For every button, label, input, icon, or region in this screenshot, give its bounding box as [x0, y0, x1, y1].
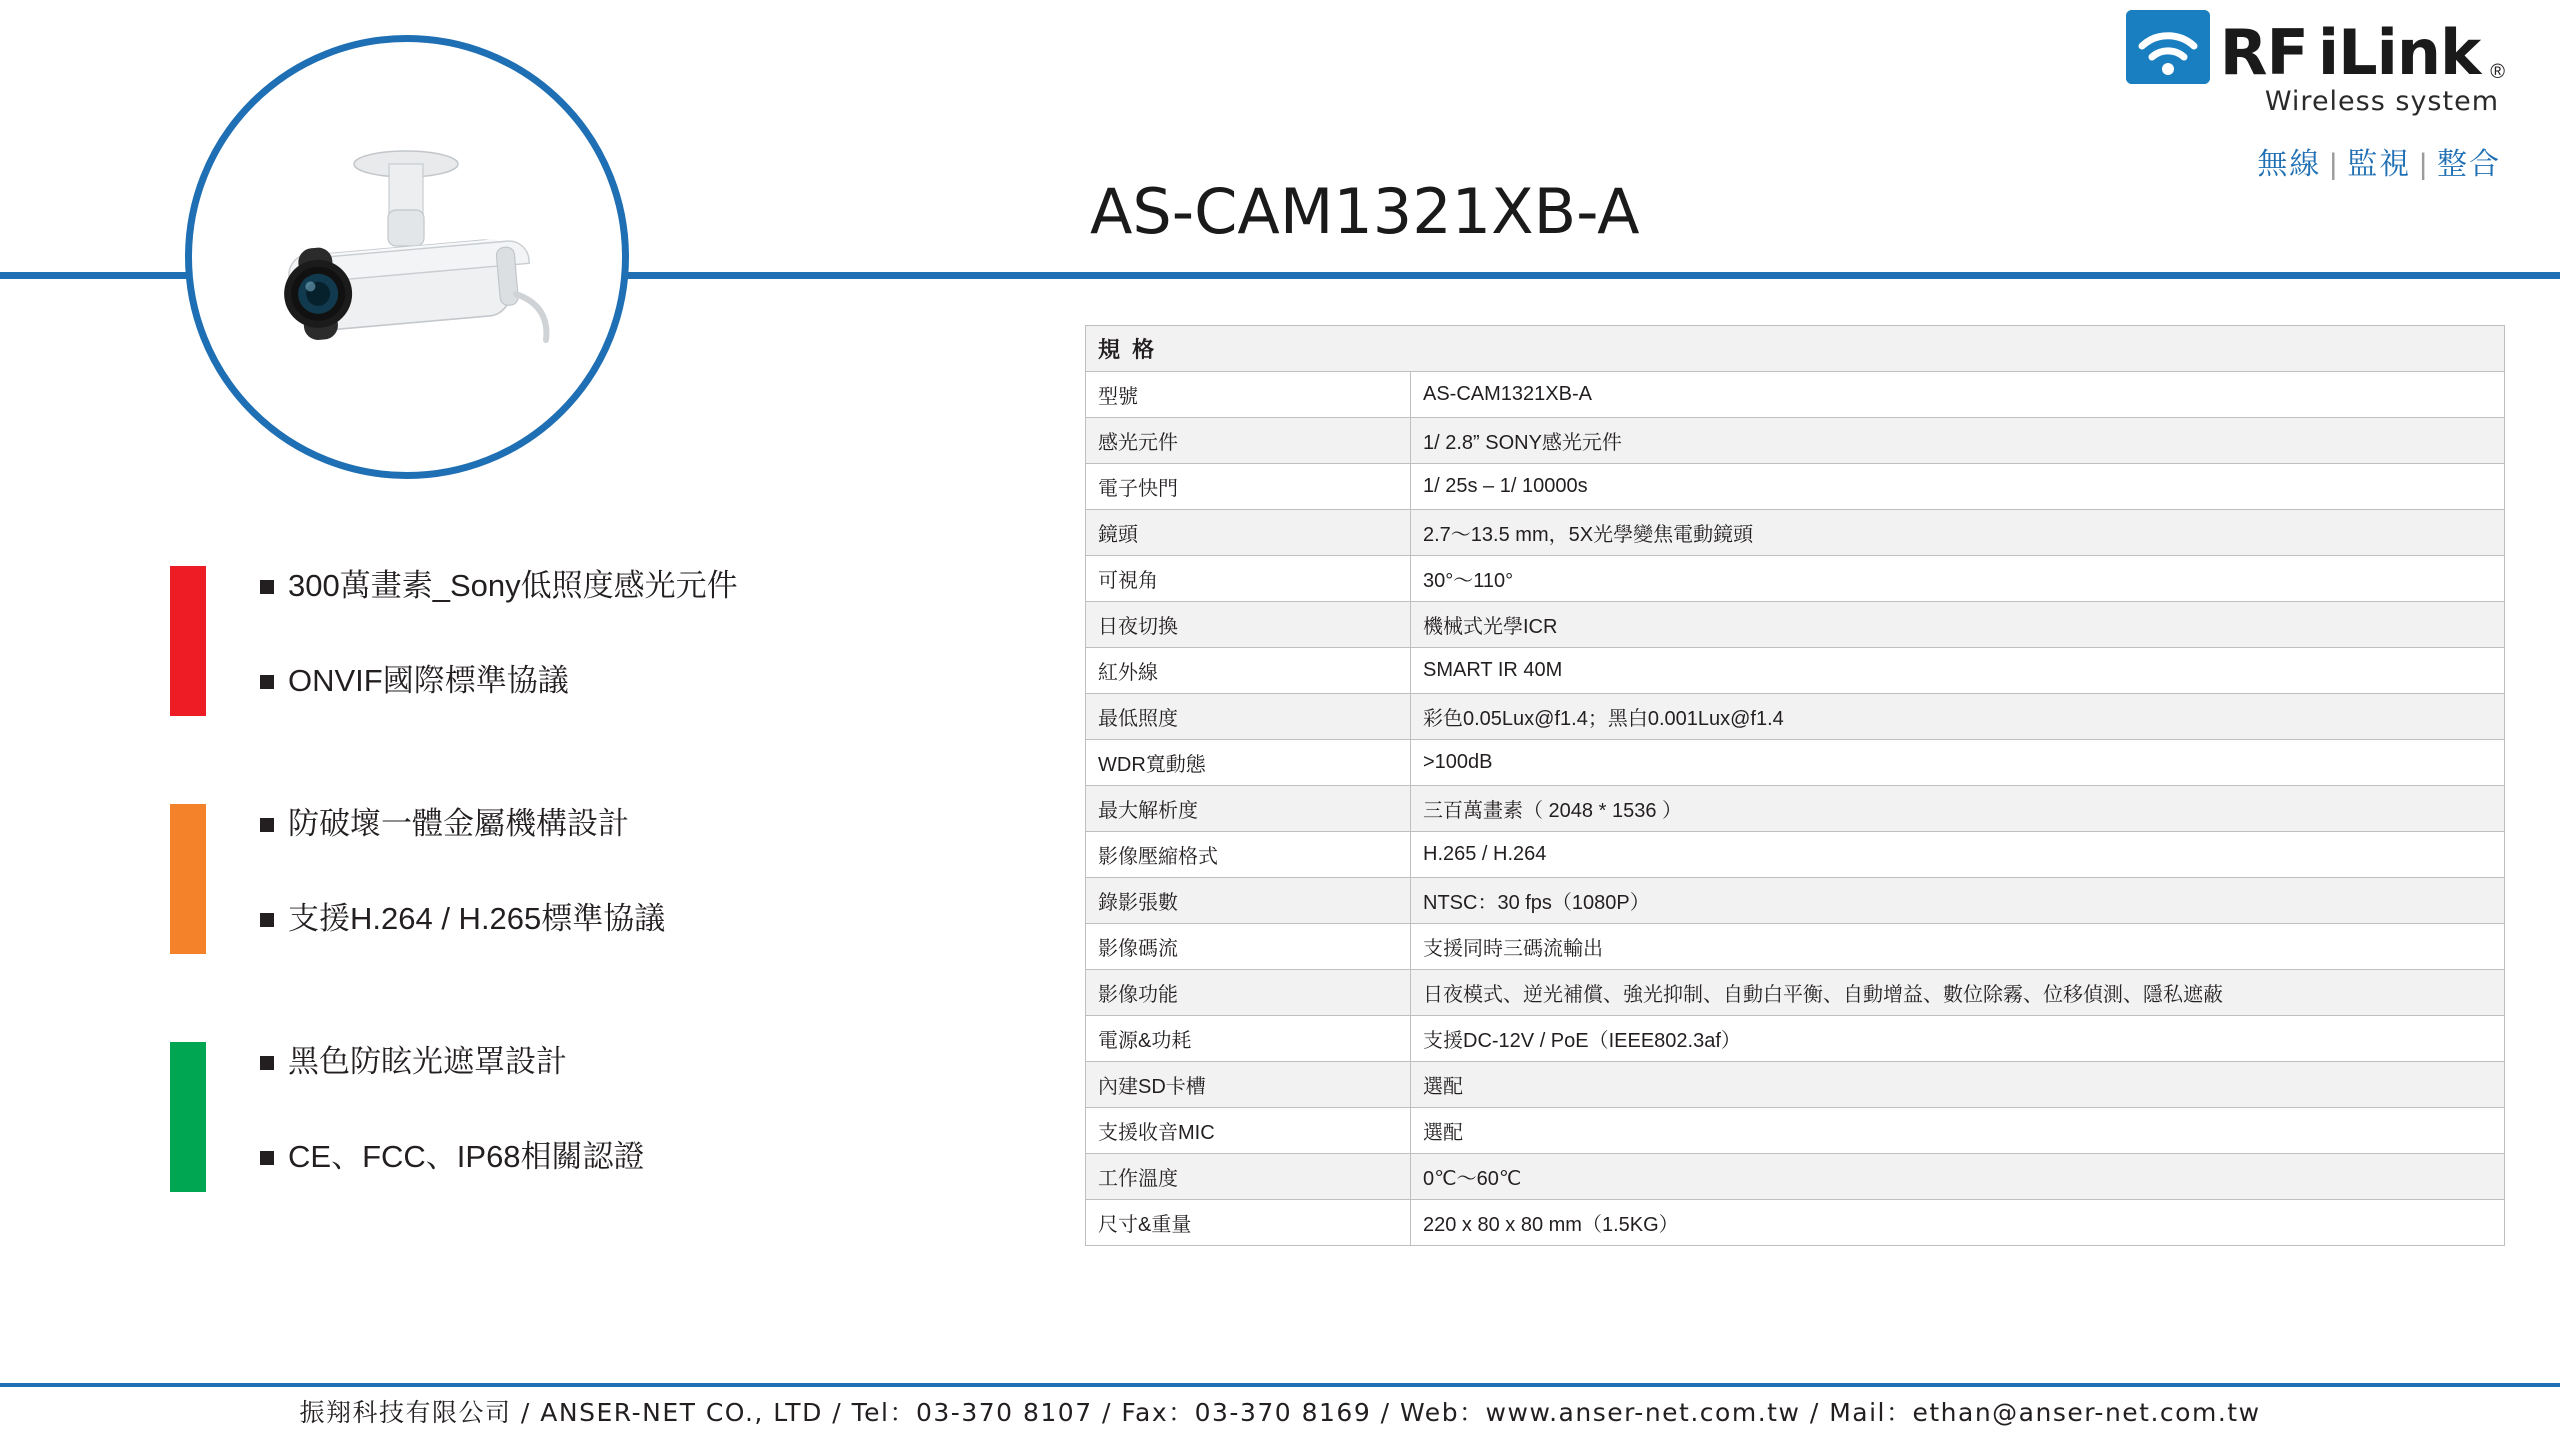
spec-key: 感光元件: [1086, 418, 1411, 464]
spec-value: 三百萬畫素（ 2048 * 1536 ）: [1411, 786, 2505, 832]
spec-key: 型號: [1086, 372, 1411, 418]
spec-value: 2.7～13.5 mm，5X光學變焦電動鏡頭: [1411, 510, 2505, 556]
spec-key: 電源&功耗: [1086, 1016, 1411, 1062]
spec-key: 電子快門: [1086, 464, 1411, 510]
spec-key: WDR寬動態: [1086, 740, 1411, 786]
table-row: [1086, 1154, 2505, 1200]
list-item: [260, 1036, 1050, 1081]
spec-key: 支援收音MIC: [1086, 1108, 1411, 1154]
bullet-square-icon: [260, 818, 274, 832]
spec-table-title: 規 格: [1086, 326, 2505, 372]
list-item: [260, 1131, 1050, 1176]
specification-table: [1085, 325, 2505, 1246]
feature-text: 300萬畫素_Sony低照度感光元件: [288, 568, 738, 603]
spec-value: 支援DC-12V / PoE（IEEE802.3af）: [1411, 1016, 2505, 1062]
bullet-square-icon: [260, 1151, 274, 1165]
bullet-square-icon: [260, 1056, 274, 1070]
spec-value: 1/ 25s – 1/ 10000s: [1411, 464, 2505, 510]
spec-key: 最低照度: [1086, 694, 1411, 740]
spec-value: 選配: [1411, 1062, 2505, 1108]
table-row: [1086, 418, 2505, 464]
list-item: [260, 655, 1050, 700]
table-row: [1086, 740, 2505, 786]
table-row: [1086, 694, 2505, 740]
spec-key: 紅外線: [1086, 648, 1411, 694]
feature-text: CE、FCC、IP68相關認證: [288, 1139, 645, 1174]
spec-value: 0℃～60℃: [1411, 1154, 2505, 1200]
spec-value: >100dB: [1411, 740, 2505, 786]
logo-tag-2: 監視: [2347, 148, 2412, 181]
logo-text-rf: RF: [2219, 16, 2308, 89]
table-row: [1086, 1062, 2505, 1108]
table-row: [1086, 970, 2505, 1016]
spec-value: SMART IR 40M: [1411, 648, 2505, 694]
spec-value: 220 x 80 x 80 mm（1.5KG）: [1411, 1200, 2505, 1246]
logo-keyword-tags: 無線 | 監視 | 整合: [2257, 148, 2501, 181]
logo-tagline: Wireless system: [2264, 86, 2499, 117]
spec-key: 日夜切換: [1086, 602, 1411, 648]
feature-text: 黑色防眩光遮罩設計: [288, 1044, 567, 1079]
logo-tag-3: 整合: [2437, 148, 2501, 181]
spec-value: H.265 / H.264: [1411, 832, 2505, 878]
spec-key: 內建SD卡槽: [1086, 1062, 1411, 1108]
list-item: [260, 798, 1050, 843]
spec-value: 30°～110°: [1411, 556, 2505, 602]
table-row: [1086, 832, 2505, 878]
feature-text: ONVIF國際標準協議: [288, 663, 569, 698]
spec-value: NTSC：30 fps（1080P）: [1411, 878, 2505, 924]
table-row: [1086, 924, 2505, 970]
footer-contact-info: 振翔科技有限公司 / ANSER-NET CO., LTD / Tel：03-370 8107 / Fax：03-370 8169 / Web：www.anser-net.com.tw / Mail：ethan@anser-net.com.tw: [299, 1398, 2261, 1427]
table-row: [1086, 1200, 2505, 1246]
spec-key: 錄影張數: [1086, 878, 1411, 924]
footer-divider: [0, 1383, 2560, 1387]
spec-value: AS-CAM1321XB-A: [1411, 372, 2505, 418]
spec-key: 影像功能: [1086, 970, 1411, 1016]
list-item: [260, 560, 1050, 605]
bullet-square-icon: [260, 580, 274, 594]
table-row: [1086, 510, 2505, 556]
spec-value: 選配: [1411, 1108, 2505, 1154]
spec-value: 彩色0.05Lux@f1.4；黑白0.001Lux@f1.4: [1411, 694, 2505, 740]
brand-logo: [2085, 10, 2505, 183]
table-row: [1086, 786, 2505, 832]
table-row: [1086, 602, 2505, 648]
spec-key: 影像壓縮格式: [1086, 832, 1411, 878]
table-header-row: [1086, 326, 2505, 372]
table-row: [1086, 464, 2505, 510]
spec-key: 影像碼流: [1086, 924, 1411, 970]
spec-value: 日夜模式、逆光補償、強光抑制、自動白平衡、自動增益、數位除霧、位移偵測、隱私遮蔽: [1411, 970, 2505, 1016]
registered-mark: ®: [2490, 61, 2505, 83]
spec-key: 工作溫度: [1086, 1154, 1411, 1200]
feature-group: [170, 560, 1050, 720]
feature-text: 支援H.264 / H.265標準協議: [288, 901, 666, 936]
spec-key: 可視角: [1086, 556, 1411, 602]
bullet-square-icon: [260, 675, 274, 689]
spec-value: 1/ 2.8” SONY感光元件: [1411, 418, 2505, 464]
spec-key: 鏡頭: [1086, 510, 1411, 556]
spec-value: 機械式光學ICR: [1411, 602, 2505, 648]
logo-text-ilink: iLink: [2317, 16, 2481, 89]
spec-key: 尺寸&重量: [1086, 1200, 1411, 1246]
table-row: [1086, 878, 2505, 924]
feature-group: [170, 1036, 1050, 1196]
feature-color-bar-orange: [170, 804, 206, 954]
table-row: [1086, 1016, 2505, 1062]
feature-text: 防破壞一體金屬機構設計: [288, 806, 629, 841]
table-row: [1086, 648, 2505, 694]
feature-color-bar-red: [170, 566, 206, 716]
feature-group: [170, 798, 1050, 958]
list-item: [260, 893, 1050, 938]
spec-key: 最大解析度: [1086, 786, 1411, 832]
spec-value: 支援同時三碼流輸出: [1411, 924, 2505, 970]
page-title: AS-CAM1321XB-A: [1090, 175, 1640, 248]
feature-color-bar-green: [170, 1042, 206, 1192]
wifi-icon: [2126, 10, 2210, 84]
logo-tag-1: 無線: [2257, 148, 2322, 181]
table-row: [1086, 372, 2505, 418]
table-row: [1086, 1108, 2505, 1154]
feature-list: [170, 560, 1050, 1274]
bullet-camera-illustration: [192, 42, 622, 472]
bullet-square-icon: [260, 913, 274, 927]
table-row: [1086, 556, 2505, 602]
spec-table-body: [1086, 326, 2505, 1246]
product-image-circle: [185, 35, 629, 479]
